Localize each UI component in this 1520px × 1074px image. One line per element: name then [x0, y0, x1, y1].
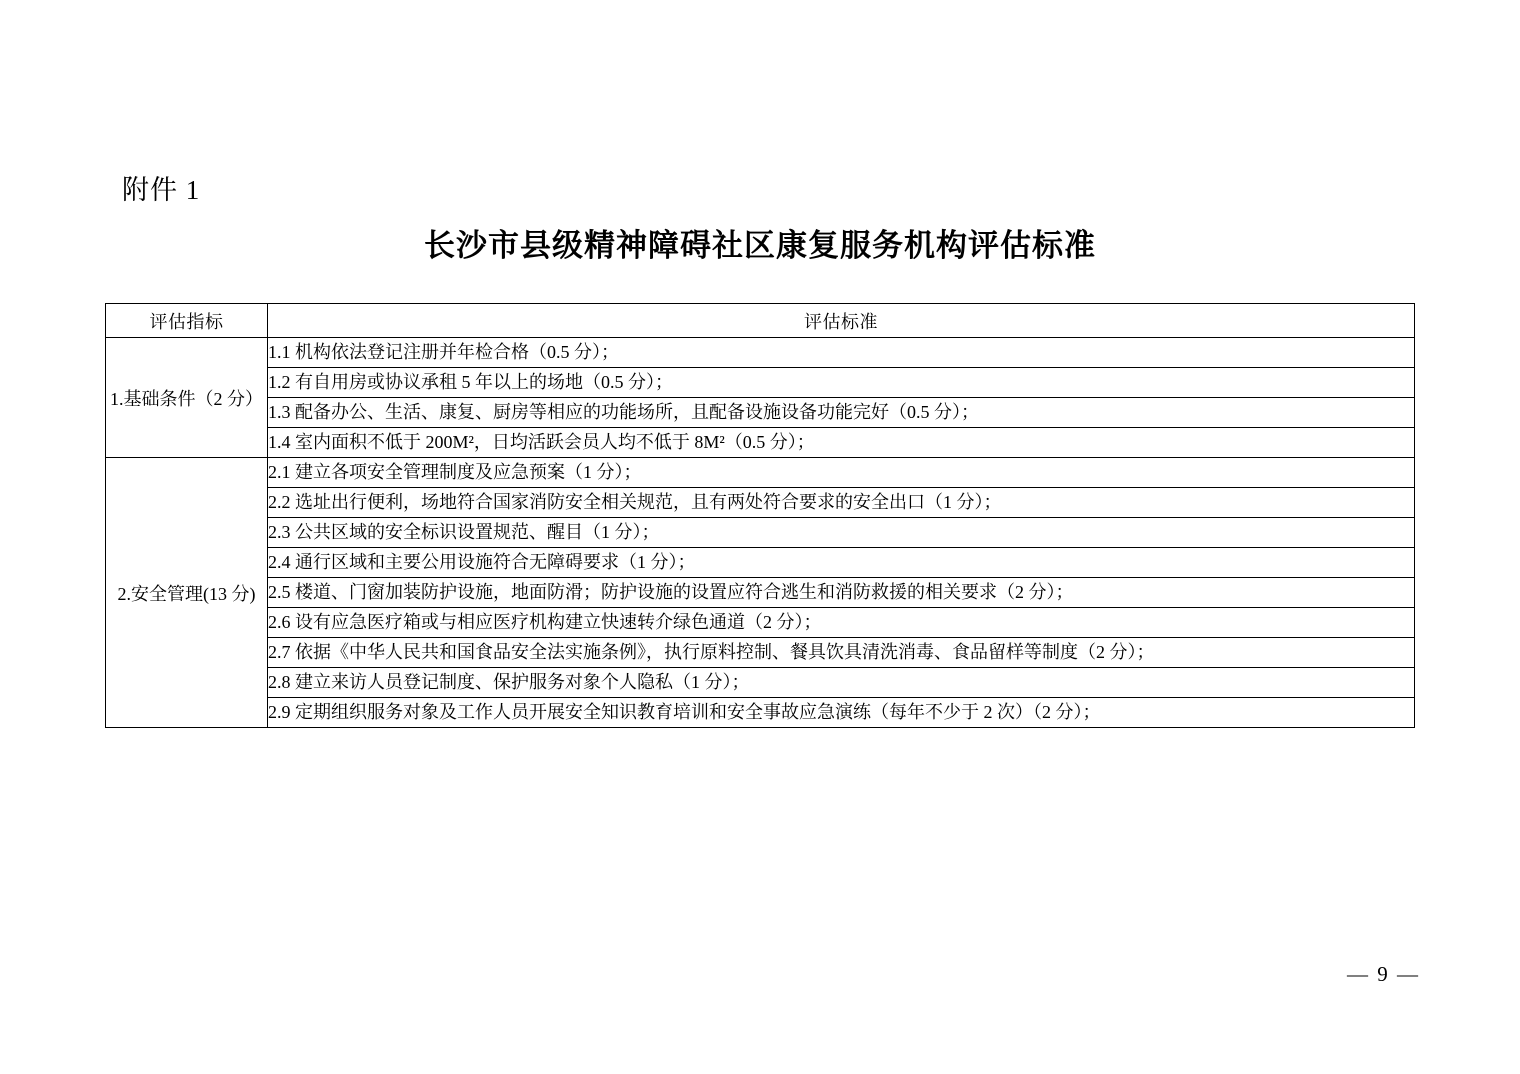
- category-cell-safety-management: 2.安全管理(13 分): [106, 458, 268, 728]
- table-row: [106, 668, 1415, 698]
- evaluation-standards-table: [105, 303, 1415, 728]
- table-row: [106, 518, 1415, 548]
- table-header-row: [106, 304, 1415, 338]
- table-row: [106, 488, 1415, 518]
- criterion-cell: 2.2 选址出行便利，场地符合国家消防安全相关规范，且有两处符合要求的安全出口（1 分）；: [268, 488, 1415, 518]
- column-header-indicator: 评估指标: [106, 304, 268, 338]
- criterion-cell: 1.3 配备办公、生活、康复、厨房等相应的功能场所，且配备设施设备功能完好（0.5 分）；: [268, 398, 1415, 428]
- page-number: — 9 —: [1347, 962, 1420, 986]
- criterion-cell: 2.6 设有应急医疗箱或与相应医疗机构建立快速转介绿色通道（2 分）；: [268, 608, 1415, 638]
- table-row: [106, 608, 1415, 638]
- table-row: [106, 458, 1415, 488]
- criterion-cell: 1.4 室内面积不低于 200M²，日均活跃会员人均不低于 8M²（0.5 分）；: [268, 428, 1415, 458]
- criterion-cell: 2.9 定期组织服务对象及工作人员开展安全知识教育培训和安全事故应急演练（每年不少于 2 次）（2 分）；: [268, 698, 1415, 728]
- criterion-cell: 2.5 楼道、门窗加装防护设施，地面防滑；防护设施的设置应符合逃生和消防救援的相关要求（2 分）；: [268, 578, 1415, 608]
- table-row: [106, 428, 1415, 458]
- attachment-label: 附件 1: [122, 175, 201, 205]
- page-title: 长沙市县级精神障碍社区康复服务机构评估标准: [424, 228, 1096, 263]
- table-row: [106, 368, 1415, 398]
- category-cell-basic-conditions: 1.基础条件（2 分）: [106, 338, 268, 458]
- column-header-criteria: 评估标准: [268, 304, 1415, 338]
- criterion-cell: 2.4 通行区域和主要公用设施符合无障碍要求（1 分）；: [268, 548, 1415, 578]
- criterion-cell: 1.2 有自用房或协议承租 5 年以上的场地（0.5 分）；: [268, 368, 1415, 398]
- table-row: [106, 338, 1415, 368]
- table-row: [106, 578, 1415, 608]
- criterion-cell: 2.7 依据《中华人民共和国食品安全法实施条例》，执行原料控制、餐具饮具清洗消毒、食品留样等制度（2 分）；: [268, 638, 1415, 668]
- criterion-cell: 2.1 建立各项安全管理制度及应急预案（1 分）；: [268, 458, 1415, 488]
- criterion-cell: 1.1 机构依法登记注册并年检合格（0.5 分）；: [268, 338, 1415, 368]
- table-row: [106, 698, 1415, 728]
- criterion-cell: 2.8 建立来访人员登记制度、保护服务对象个人隐私（1 分）；: [268, 668, 1415, 698]
- table-row: [106, 638, 1415, 668]
- table-row: [106, 548, 1415, 578]
- table-row: [106, 398, 1415, 428]
- criterion-cell: 2.3 公共区域的安全标识设置规范、醒目（1 分）；: [268, 518, 1415, 548]
